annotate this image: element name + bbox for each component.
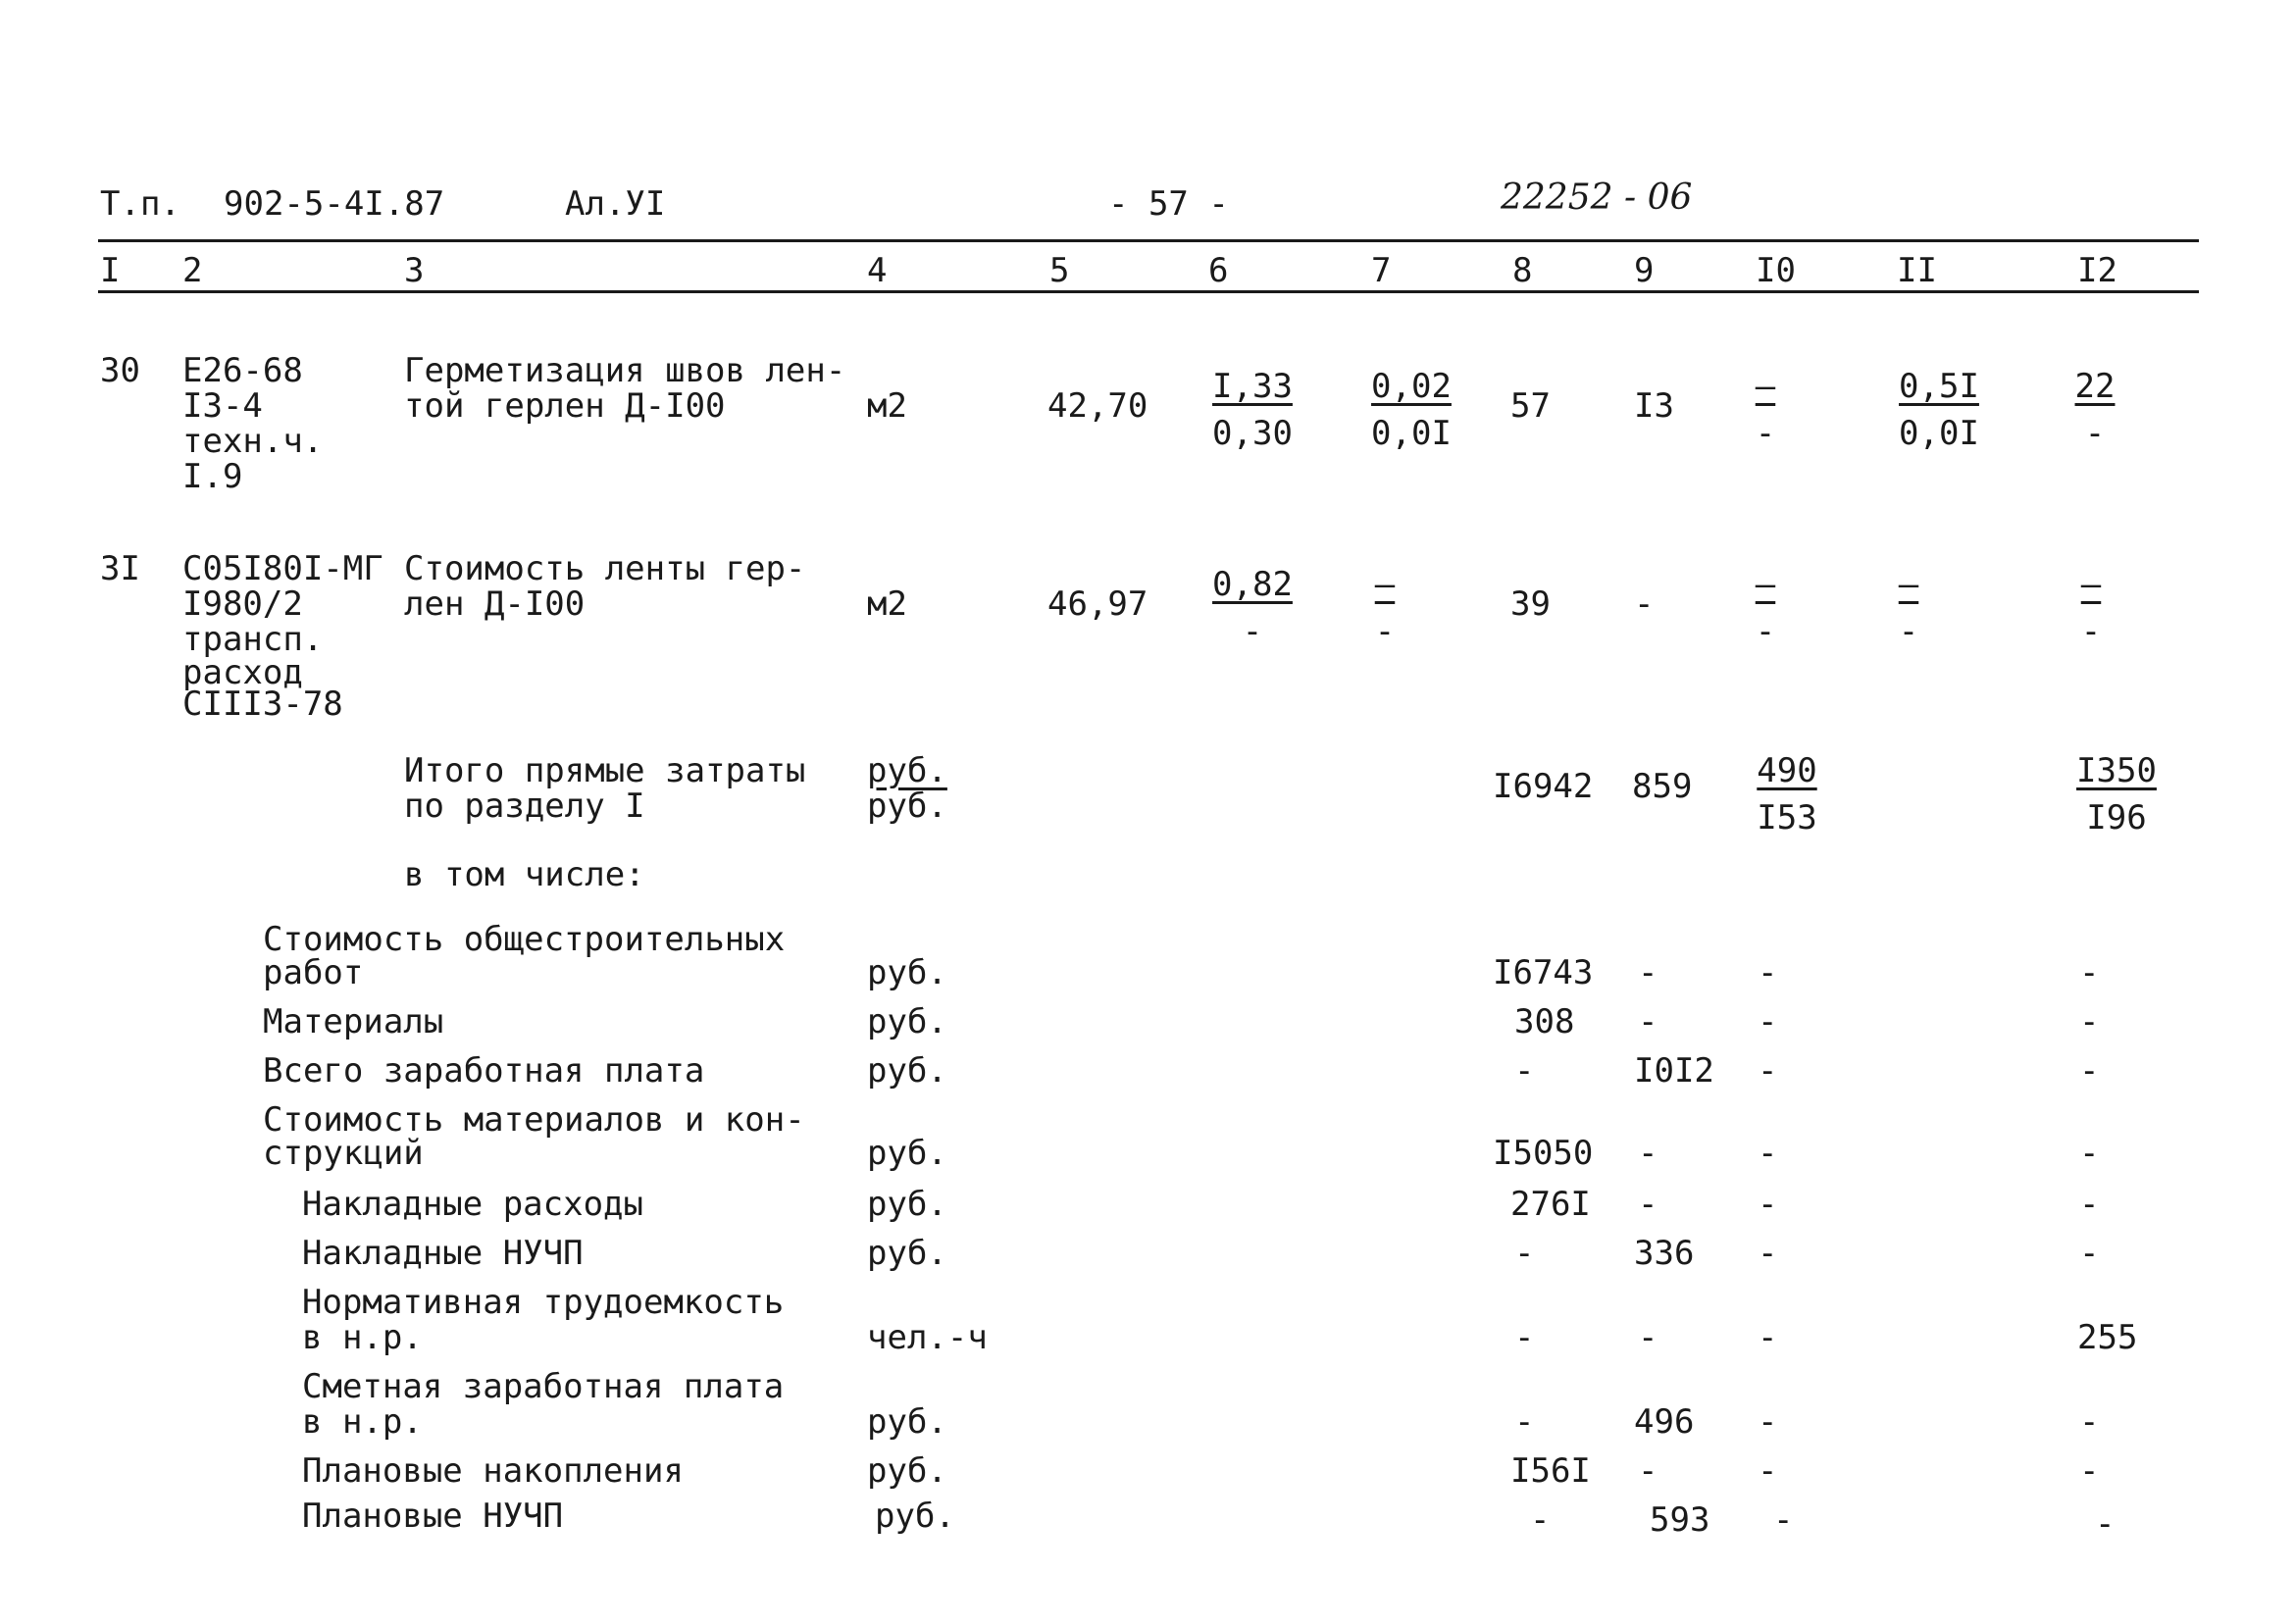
numerator: 22: [2074, 367, 2116, 406]
numerator: –: [1374, 565, 1396, 604]
numerator: I350: [2076, 751, 2157, 790]
breakdown-col10: -: [1758, 1318, 1778, 1357]
breakdown-col9: -: [1638, 1002, 1658, 1041]
denominator: -: [2080, 612, 2102, 651]
column-header-1: I: [100, 251, 121, 290]
breakdown-unit: руб.: [875, 1497, 955, 1536]
numerator: –: [1755, 565, 1776, 604]
page-number: - 57 -: [1108, 184, 1229, 224]
breakdown-label: Всего заработная плата: [263, 1051, 705, 1091]
denominator: -: [2084, 414, 2106, 453]
norm-code: техн.ч.: [182, 422, 324, 461]
breakdown-col12: -: [2079, 1185, 2100, 1224]
breakdown-col10: -: [1758, 1451, 1778, 1491]
breakdown-label: Стоимость материалов и кон-: [263, 1100, 805, 1140]
breakdown-label: Сметная заработная плата: [302, 1367, 785, 1406]
numerator: –: [1898, 565, 1919, 604]
breakdown-label: Материалы: [263, 1002, 444, 1041]
fraction-cell: [1726, 367, 1805, 455]
header-rule-top: [98, 239, 2199, 242]
total-col9: 859: [1632, 767, 1693, 806]
total-unit: руб.: [867, 751, 947, 790]
breakdown-col12: -: [2079, 953, 2100, 992]
fraction-cell: [2067, 751, 2166, 839]
fraction-cell: [1869, 565, 1948, 653]
value-col9: I3: [1634, 386, 1674, 426]
breakdown-col8: 276I: [1510, 1185, 1591, 1224]
breakdown-col10: -: [1758, 1134, 1778, 1173]
breakdown-col10: -: [1773, 1500, 1794, 1540]
breakdown-col8: I5050: [1493, 1134, 1594, 1173]
quantity: 46,97: [1047, 584, 1148, 624]
breakdown-col12: 255: [2077, 1318, 2138, 1357]
norm-code: расход: [182, 653, 303, 692]
breakdown-unit: руб.: [867, 1402, 947, 1442]
breakdown-col9: -: [1638, 1134, 1658, 1173]
numerator: 0,82: [1212, 565, 1293, 604]
handwritten-number: 22252 - 06: [1501, 178, 1693, 218]
work-description: Герметизация швов лен-: [404, 351, 846, 390]
value-col9: -: [1634, 584, 1655, 624]
denominator: I53: [1757, 798, 1817, 837]
breakdown-unit: руб.: [867, 1002, 947, 1041]
breakdown-col9: -: [1638, 1451, 1658, 1491]
column-header-8: 8: [1512, 251, 1533, 290]
column-header-10: I0: [1756, 251, 1796, 290]
denominator: -: [1755, 612, 1776, 651]
column-header-2: 2: [182, 251, 203, 290]
denominator: -: [1755, 414, 1776, 453]
norm-code: С05I80I-МГ: [182, 549, 383, 588]
breakdown-col9: -: [1638, 953, 1658, 992]
breakdown-unit: руб.: [867, 1234, 947, 1273]
column-header-3: 3: [404, 251, 425, 290]
fraction-cell: [2056, 367, 2134, 455]
fraction-cell: [1198, 367, 1306, 455]
fraction-cell: [1198, 565, 1306, 653]
breakdown-label: Плановые накопления: [302, 1451, 684, 1491]
numerator: –: [1755, 367, 1776, 406]
header-rule-bottom: [98, 290, 2199, 293]
numerator: 0,02: [1371, 367, 1452, 406]
norm-code: СIII3-78: [182, 685, 343, 724]
fraction-cell: [1726, 565, 1805, 653]
breakdown-col9: 336: [1634, 1234, 1695, 1273]
fraction-cell: [1346, 565, 1424, 653]
breakdown-col9: 593: [1650, 1500, 1710, 1540]
numerator: –: [2080, 565, 2102, 604]
breakdown-unit: руб.: [867, 953, 947, 992]
column-header-4: 4: [867, 251, 888, 290]
breakdown-col8: I56I: [1510, 1451, 1591, 1491]
value-col8: 57: [1510, 386, 1551, 426]
breakdown-col10: -: [1758, 1002, 1778, 1041]
column-header-6: 6: [1208, 251, 1229, 290]
norm-code: трансп.: [182, 620, 324, 659]
work-description: той герлен Д-I00: [404, 386, 726, 426]
breakdown-col12: -: [2079, 1051, 2100, 1091]
fraction-cell: [1357, 367, 1465, 455]
breakdown-col9: -: [1638, 1318, 1658, 1357]
work-description: Стоимость ленты гер-: [404, 549, 806, 588]
breakdown-col9: I0I2: [1634, 1051, 1714, 1091]
breakdown-label: Нормативная трудоемкость: [302, 1283, 785, 1322]
numerator: 490: [1757, 751, 1817, 790]
breakdown-col12: -: [2079, 1402, 2100, 1442]
denominator: -: [1242, 612, 1263, 651]
denominator: 0,0I: [1371, 414, 1452, 453]
breakdown-col10: -: [1758, 1185, 1778, 1224]
row-number: 3I: [100, 549, 140, 588]
including-label: в том числе:: [404, 855, 645, 894]
breakdown-col12: -: [2095, 1504, 2116, 1544]
breakdown-col8: 308: [1514, 1002, 1575, 1041]
breakdown-label: в н.р.: [302, 1318, 423, 1357]
unit: м2: [867, 584, 907, 624]
breakdown-col10: -: [1758, 1402, 1778, 1442]
column-header-7: 7: [1371, 251, 1392, 290]
breakdown-col8: -: [1514, 1402, 1535, 1442]
column-header-9: 9: [1634, 251, 1655, 290]
denominator: 0,30: [1212, 414, 1293, 453]
quantity: 42,70: [1047, 386, 1148, 426]
breakdown-label: Накладные НУЧП: [302, 1234, 584, 1273]
column-header-5: 5: [1049, 251, 1070, 290]
norm-code: I.9: [182, 457, 243, 496]
breakdown-label: Плановые НУЧП: [302, 1497, 564, 1536]
breakdown-col10: -: [1758, 1234, 1778, 1273]
work-description: лен Д-I00: [404, 584, 586, 624]
fraction-cell: [1885, 367, 1993, 455]
column-header-12: I2: [2077, 251, 2117, 290]
breakdown-col8: I6743: [1493, 953, 1594, 992]
value-col8: 39: [1510, 584, 1551, 624]
numerator: 0,5I: [1899, 367, 1979, 406]
breakdown-label: Стоимость общестроительных: [263, 920, 786, 959]
breakdown-col10: -: [1758, 953, 1778, 992]
breakdown-unit: руб.: [867, 1451, 947, 1491]
norm-code: Е26-68: [182, 351, 303, 390]
breakdown-label: работ: [263, 953, 364, 992]
breakdown-col12: -: [2079, 1134, 2100, 1173]
total-label: по разделу I: [404, 787, 645, 826]
column-header-11: II: [1897, 251, 1937, 290]
breakdown-col9: -: [1638, 1185, 1658, 1224]
breakdown-col8: -: [1530, 1500, 1551, 1540]
breakdown-col8: -: [1514, 1234, 1535, 1273]
total-col8: I6942: [1493, 767, 1594, 806]
total-unit: руб.: [867, 787, 947, 826]
album-number: Ал.УI: [565, 184, 666, 224]
breakdown-col12: -: [2079, 1451, 2100, 1491]
breakdown-label: Накладные расходы: [302, 1185, 643, 1224]
numerator: I,33: [1212, 367, 1293, 406]
breakdown-col8: -: [1514, 1318, 1535, 1357]
fraction-cell: [2052, 565, 2130, 653]
breakdown-col12: -: [2079, 1002, 2100, 1041]
denominator: 0,0I: [1899, 414, 1979, 453]
breakdown-unit: руб.: [867, 1051, 947, 1091]
breakdown-unit: чел.-ч: [867, 1318, 988, 1357]
breakdown-col8: -: [1514, 1051, 1535, 1091]
row-number: 30: [100, 351, 140, 390]
denominator: -: [1374, 612, 1396, 651]
norm-code: I3-4: [182, 386, 263, 426]
breakdown-col10: -: [1758, 1051, 1778, 1091]
fraction-cell: [1744, 751, 1830, 839]
breakdown-label: струкций: [263, 1134, 424, 1173]
breakdown-unit: руб.: [867, 1185, 947, 1224]
breakdown-label: в н.р.: [302, 1402, 423, 1442]
norm-code: I980/2: [182, 584, 303, 624]
breakdown-unit: руб.: [867, 1134, 947, 1173]
denominator: -: [1898, 612, 1919, 651]
project-number: 902-5-4I.87: [224, 184, 445, 224]
unit: м2: [867, 386, 907, 426]
breakdown-col9: 496: [1634, 1402, 1695, 1442]
doc-type: Т.п.: [100, 184, 180, 224]
breakdown-col12: -: [2079, 1234, 2100, 1273]
total-label: Итого прямые затраты: [404, 751, 806, 790]
denominator: I96: [2086, 798, 2147, 837]
